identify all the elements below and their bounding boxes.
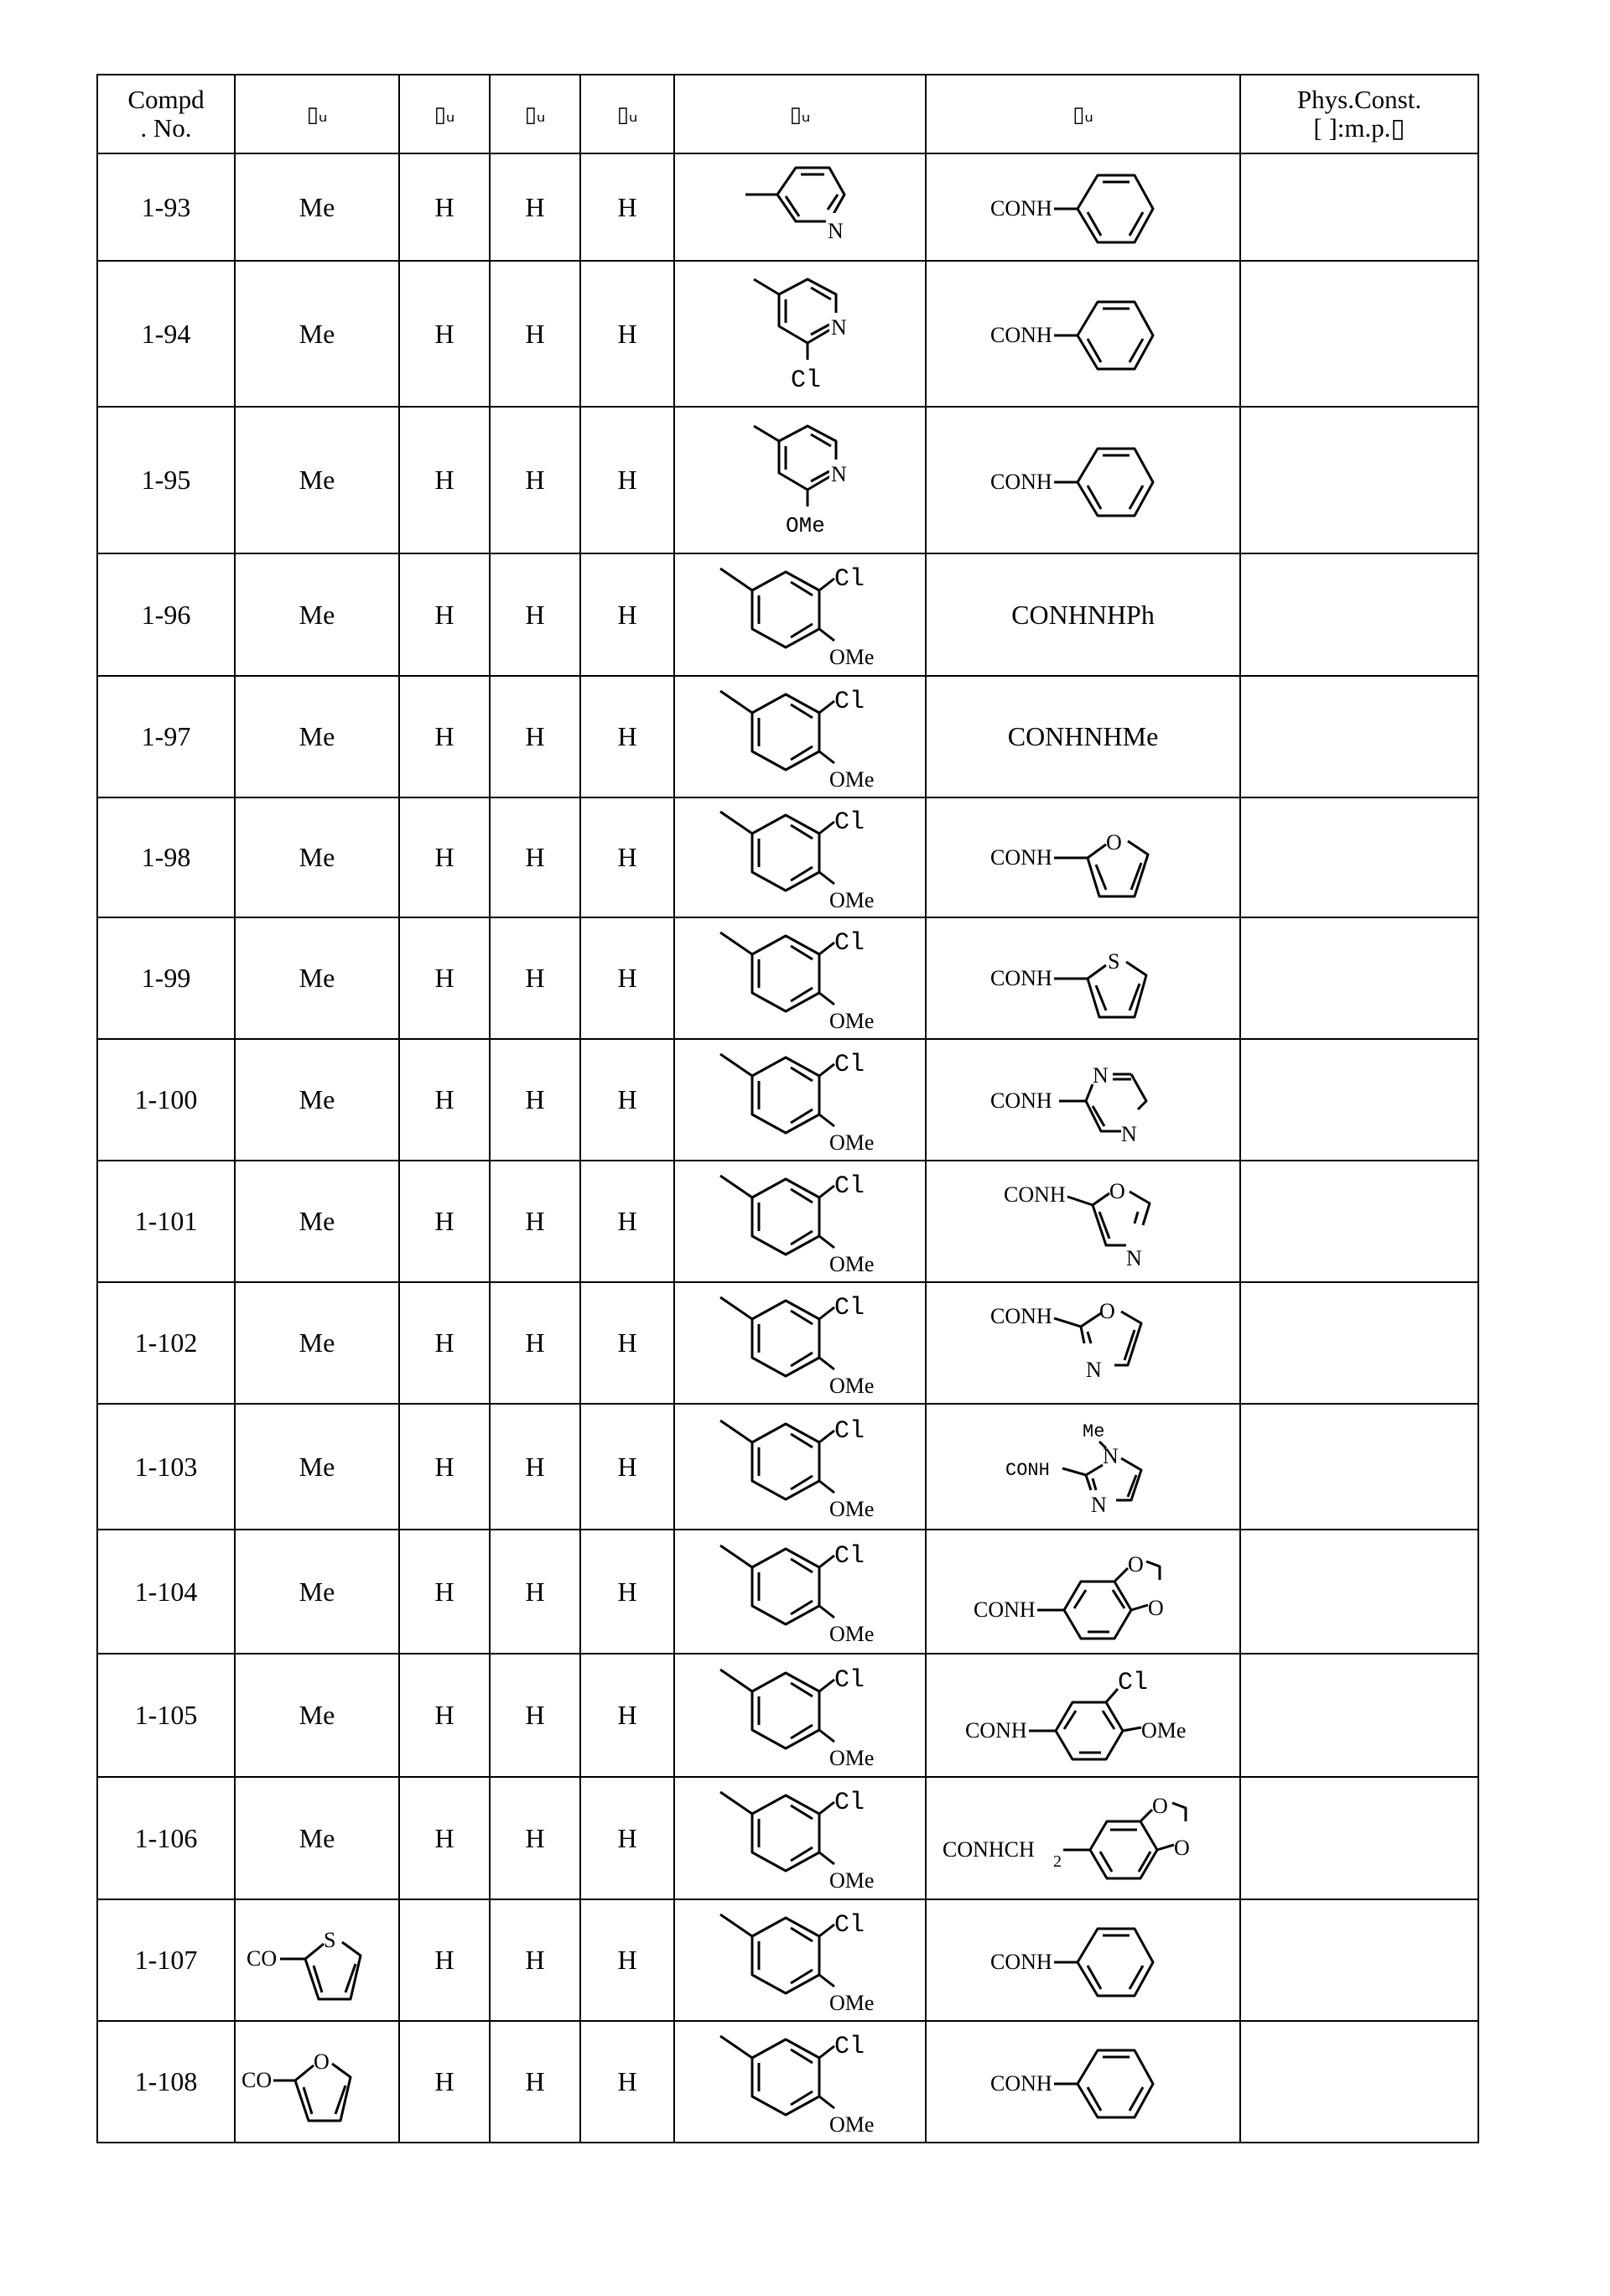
r3-cell: H xyxy=(490,1899,580,2021)
r3-cell: H xyxy=(490,1282,580,1404)
r4-cell: H xyxy=(580,1777,674,1899)
structure-atom-label: OMe xyxy=(829,1622,875,1646)
structure-atom-label: OMe xyxy=(829,1251,875,1276)
structure-atom-label: OMe xyxy=(829,1868,875,1893)
structure-atom-label: S xyxy=(1107,948,1119,974)
r5-structure-cell xyxy=(674,2021,926,2143)
r5-structure-cell xyxy=(674,407,926,553)
structure-conh-phenyl-icon xyxy=(987,165,1180,249)
r3-cell: H xyxy=(490,1654,580,1777)
r3-cell: H xyxy=(490,1404,580,1530)
compound-number: 1-106 xyxy=(97,1777,235,1899)
structure-atom-label: Cl xyxy=(834,2032,865,2061)
structure-atom-label: OMe xyxy=(829,1373,875,1398)
structure-atom-label: Cl xyxy=(834,565,865,594)
structure-atom-label: OMe xyxy=(829,1497,875,1521)
r1-cell: Me xyxy=(235,676,399,797)
structure-atom-label: CONH xyxy=(964,1717,1027,1743)
r2-cell: H xyxy=(399,1530,490,1654)
phys-const-cell xyxy=(1240,1161,1478,1282)
r3-cell: H xyxy=(490,1039,580,1161)
r5-structure-cell xyxy=(674,1282,926,1404)
table-row xyxy=(97,1161,1478,1282)
r6-cell xyxy=(926,917,1240,1039)
structure-atom-label: O xyxy=(1127,1552,1144,1577)
r5-structure-cell xyxy=(674,1899,926,2021)
r3-cell: H xyxy=(490,261,580,407)
r2-cell: H xyxy=(399,917,490,1039)
r1-cell xyxy=(235,1899,399,2021)
r6-cell: CONHNHMe xyxy=(926,676,1240,797)
r1-cell: Me xyxy=(235,917,399,1039)
structure-atom-label: Cl xyxy=(834,1789,865,1817)
table-row xyxy=(97,1530,1478,1654)
structure-atom-label: OMe xyxy=(829,887,875,912)
r2-cell: H xyxy=(399,1404,490,1530)
phys-const-cell xyxy=(1240,797,1478,917)
r5-structure-cell xyxy=(674,153,926,261)
phys-const-cell xyxy=(1240,2021,1478,2143)
r3-cell: H xyxy=(490,676,580,797)
r3-cell: H xyxy=(490,553,580,676)
compound-number: 1-104 xyxy=(97,1530,235,1654)
structure-atom-label: Cl xyxy=(834,1050,865,1079)
structure-atom-label: O xyxy=(1098,1298,1115,1323)
table-row xyxy=(97,1039,1478,1161)
r3-cell: H xyxy=(490,797,580,917)
r2-cell: H xyxy=(399,1899,490,2021)
structure-3-chloro-4-methoxyphenyl-icon xyxy=(704,1046,896,1155)
structure-atom-label: N xyxy=(1085,1357,1102,1382)
r6-cell xyxy=(926,1777,1240,1899)
r1-cell: Me xyxy=(235,797,399,917)
structure-atom-label: N xyxy=(1120,1121,1137,1146)
r3-cell: H xyxy=(490,2021,580,2143)
r2-cell: H xyxy=(399,1654,490,1777)
phys-const-cell xyxy=(1240,261,1478,407)
r2-cell: H xyxy=(399,2021,490,2143)
phys-const-cell xyxy=(1240,1654,1478,1777)
r6-cell xyxy=(926,1899,1240,2021)
table-row xyxy=(97,1899,1478,2021)
structure-atom-label: CONH xyxy=(989,1088,1052,1113)
r5-structure-cell xyxy=(674,1777,926,1899)
r6-cell xyxy=(926,407,1240,553)
header-r6: ▯ᵤ xyxy=(926,75,1240,153)
structure-conh-3-chloro-4-methoxyphenyl-icon xyxy=(962,1665,1205,1766)
r5-structure-cell xyxy=(674,1039,926,1161)
r1-cell: Me xyxy=(235,1161,399,1282)
header-r1: ▯ᵤ xyxy=(235,75,399,153)
structure-furoyl-icon xyxy=(242,2040,392,2124)
structure-atom-label: Cl xyxy=(834,808,865,837)
phys-const-cell xyxy=(1240,1530,1478,1654)
structure-atom-label: OMe xyxy=(829,645,875,669)
r4-cell: H xyxy=(580,407,674,553)
r2-cell: H xyxy=(399,1282,490,1404)
compound-number: 1-98 xyxy=(97,797,235,917)
structure-atom-label: N xyxy=(828,219,844,243)
structure-3-chloro-4-methoxyphenyl-icon xyxy=(704,683,896,792)
r6-cell xyxy=(926,1161,1240,1282)
structure-3-chloro-4-methoxyphenyl-icon xyxy=(704,1661,896,1770)
structure-atom-label: N xyxy=(1090,1493,1107,1517)
structure-atom-label: O xyxy=(1109,1178,1125,1203)
r1-cell: Me xyxy=(235,1282,399,1404)
structure-atom-label: N xyxy=(831,461,847,486)
structure-conh-oxazol-5-yl-icon xyxy=(987,1171,1180,1272)
structure-3-chloro-4-methoxyphenyl-icon xyxy=(704,803,896,912)
r4-cell: H xyxy=(580,1404,674,1530)
phys-const-cell xyxy=(1240,1282,1478,1404)
r6-cell xyxy=(926,1039,1240,1161)
table-row xyxy=(97,917,1478,1039)
r4-cell: H xyxy=(580,676,674,797)
structure-atom-label: Cl xyxy=(834,1665,865,1695)
structure-atom-label: OMe xyxy=(829,766,875,792)
r3-cell: H xyxy=(490,407,580,553)
header-r3: ▯ᵤ xyxy=(490,75,580,153)
structure-conh-phenyl-icon xyxy=(987,1919,1180,2003)
structure-atom-label: CONH xyxy=(989,196,1052,221)
structure-3-chloro-4-methoxyphenyl-icon xyxy=(704,1906,896,2015)
r6-cell xyxy=(926,1282,1240,1404)
r5-structure-cell xyxy=(674,553,926,676)
structure-conh-phenyl-icon xyxy=(987,292,1180,376)
structure-atom-label: S xyxy=(324,1927,336,1952)
structure-atom-label: Cl xyxy=(791,366,822,395)
structure-atom-label: Me xyxy=(1082,1421,1104,1442)
r3-cell: H xyxy=(490,917,580,1039)
structure-conh-pyrazin-2-yl-icon xyxy=(987,1054,1180,1146)
compound-number: 1-101 xyxy=(97,1161,235,1282)
structure-atom-label: N xyxy=(1092,1062,1109,1088)
structure-atom-label: N xyxy=(831,315,847,340)
header-compd-no: Compd . No. xyxy=(97,75,235,153)
r6-cell xyxy=(926,1654,1240,1777)
phys-const-cell xyxy=(1240,1039,1478,1161)
table-row xyxy=(97,1777,1478,1899)
r5-structure-cell xyxy=(674,797,926,917)
structure-3-chloro-4-methoxyphenyl-icon xyxy=(704,1784,896,1893)
structure-atom-label: Cl xyxy=(834,1293,865,1322)
phys-const-cell xyxy=(1240,1777,1478,1899)
r1-cell: Me xyxy=(235,553,399,676)
r5-structure-cell xyxy=(674,1530,926,1654)
structure-atom-label: CONH xyxy=(973,1597,1036,1622)
structure-conh-furan-2-yl-icon xyxy=(987,816,1180,900)
structure-3-chloro-4-methoxyphenyl-icon xyxy=(704,1167,896,1276)
r4-cell: H xyxy=(580,1654,674,1777)
structure-atom-label: CONH xyxy=(989,2070,1052,2096)
phys-const-cell xyxy=(1240,153,1478,261)
structure-conh-1-methylimidazol-2-yl-icon xyxy=(987,1416,1180,1517)
r2-cell: H xyxy=(399,1039,490,1161)
structure-atom-label: OMe xyxy=(829,1008,875,1033)
structure-atom-label: O xyxy=(314,2049,330,2074)
r1-cell: Me xyxy=(235,261,399,407)
r2-cell: H xyxy=(399,407,490,553)
r3-cell: H xyxy=(490,1777,580,1899)
r4-cell: H xyxy=(580,797,674,917)
r4-cell: H xyxy=(580,1282,674,1404)
structure-3-chloro-4-methoxyphenyl-icon xyxy=(704,560,896,669)
r5-structure-cell xyxy=(674,1161,926,1282)
r1-cell: Me xyxy=(235,1039,399,1161)
r4-cell: H xyxy=(580,553,674,676)
structure-thienoyl-icon xyxy=(242,1919,392,2003)
r4-cell: H xyxy=(580,2021,674,2143)
structure-2-methoxypyridin-4-yl-icon xyxy=(737,418,863,543)
structure-conh-phenyl-icon xyxy=(987,2040,1180,2124)
table-row xyxy=(97,153,1478,261)
r4-cell: H xyxy=(580,1899,674,2021)
structure-atom-label: CONH xyxy=(989,1303,1052,1328)
structure-atom-label: CONH xyxy=(1003,1182,1066,1207)
compound-number: 1-99 xyxy=(97,917,235,1039)
r1-cell: Me xyxy=(235,1530,399,1654)
compound-table xyxy=(96,74,1479,2143)
r6-cell xyxy=(926,1404,1240,1530)
structure-conhch2-1-3-benzodioxol-5-yl-icon xyxy=(941,1788,1226,1888)
r6-cell xyxy=(926,153,1240,261)
structure-3-chloro-4-methoxyphenyl-icon xyxy=(704,1289,896,1398)
compound-number: 1-108 xyxy=(97,2021,235,2143)
r6-cell xyxy=(926,1530,1240,1654)
table-row xyxy=(97,676,1478,797)
phys-const-cell xyxy=(1240,553,1478,676)
structure-atom-label: CONH xyxy=(1005,1460,1050,1481)
table-row xyxy=(97,797,1478,917)
r6-cell xyxy=(926,261,1240,407)
structure-atom-label: CONH xyxy=(989,469,1052,494)
compound-number: 1-93 xyxy=(97,153,235,261)
structure-atom-label: Cl xyxy=(834,1910,865,1940)
table-row xyxy=(97,553,1478,676)
r5-structure-cell xyxy=(674,917,926,1039)
compound-number: 1-94 xyxy=(97,261,235,407)
compound-number: 1-107 xyxy=(97,1899,235,2021)
table-row xyxy=(97,1404,1478,1530)
r1-cell: Me xyxy=(235,153,399,261)
r2-cell: H xyxy=(399,553,490,676)
phys-const-cell xyxy=(1240,917,1478,1039)
structure-conh-phenyl-icon xyxy=(987,439,1180,522)
structure-atom-label: CO xyxy=(247,1945,278,1971)
r6-cell xyxy=(926,2021,1240,2143)
r2-cell: H xyxy=(399,261,490,407)
r4-cell: H xyxy=(580,1161,674,1282)
r4-cell: H xyxy=(580,917,674,1039)
structure-3-chloro-4-methoxyphenyl-icon xyxy=(704,924,896,1033)
structure-conh-1-3-benzodioxol-5-yl-icon xyxy=(970,1541,1197,1642)
phys-const-cell xyxy=(1240,407,1478,553)
r3-cell: H xyxy=(490,1530,580,1654)
structure-3-chloro-4-methoxyphenyl-icon xyxy=(704,1537,896,1646)
structure-atom-label: CONH xyxy=(989,965,1052,990)
phys-const-cell xyxy=(1240,676,1478,797)
compound-number: 1-102 xyxy=(97,1282,235,1404)
structure-atom-label: Cl xyxy=(1117,1668,1148,1697)
structure-pyridin-3-yl-icon xyxy=(737,161,863,253)
r2-cell: H xyxy=(399,153,490,261)
r4-cell: H xyxy=(580,261,674,407)
table-row xyxy=(97,407,1478,553)
structure-atom-label: O xyxy=(1173,1836,1190,1860)
r5-structure-cell xyxy=(674,1654,926,1777)
structure-atom-label: Cl xyxy=(834,1417,865,1446)
structure-atom-label: N xyxy=(1125,1245,1142,1270)
r2-cell: H xyxy=(399,797,490,917)
table-row xyxy=(97,1282,1478,1404)
header-phys-const: Phys.Const. [ ]:m.p.▯ xyxy=(1240,75,1478,153)
compound-number: 1-100 xyxy=(97,1039,235,1161)
structure-atom-label: CONH xyxy=(989,323,1052,347)
compound-number: 1-95 xyxy=(97,407,235,553)
structure-3-chloro-4-methoxyphenyl-icon xyxy=(704,2028,896,2137)
r1-cell: Me xyxy=(235,1404,399,1530)
table-row xyxy=(97,1654,1478,1777)
r1-cell: Me xyxy=(235,407,399,553)
structure-atom-label: Cl xyxy=(834,687,865,716)
structure-atom-label: CONH xyxy=(989,844,1052,870)
structure-atom-label: O xyxy=(1105,829,1122,855)
compound-number: 1-96 xyxy=(97,553,235,676)
structure-atom-label: Cl xyxy=(834,1171,865,1201)
structure-atom-label: OMe xyxy=(1140,1717,1186,1743)
structure-atom-label: 2 xyxy=(1052,1852,1062,1871)
r1-cell xyxy=(235,2021,399,2143)
structure-atom-label: OMe xyxy=(786,512,825,538)
structure-atom-label: OMe xyxy=(829,1990,875,2015)
structure-atom-label: Cl xyxy=(834,928,865,958)
r4-cell: H xyxy=(580,1530,674,1654)
r2-cell: H xyxy=(399,1777,490,1899)
r5-structure-cell xyxy=(674,676,926,797)
compound-number: 1-105 xyxy=(97,1654,235,1777)
table-row xyxy=(97,2021,1478,2143)
header-r2: ▯ᵤ xyxy=(399,75,490,153)
r1-cell: Me xyxy=(235,1777,399,1899)
header-row xyxy=(97,75,1478,153)
r3-cell: H xyxy=(490,1161,580,1282)
structure-atom-label: OMe xyxy=(829,2112,875,2137)
header-r4: ▯ᵤ xyxy=(580,75,674,153)
table-row xyxy=(97,261,1478,407)
structure-atom-label: CONH xyxy=(989,1949,1052,1974)
r6-cell: CONHNHPh xyxy=(926,553,1240,676)
compound-number: 1-103 xyxy=(97,1404,235,1530)
r6-cell xyxy=(926,797,1240,917)
structure-atom-label: O xyxy=(1151,1794,1168,1818)
structure-atom-label: N xyxy=(1102,1444,1119,1468)
structure-conh-oxazol-2-yl-icon xyxy=(987,1293,1180,1394)
r4-cell: H xyxy=(580,153,674,261)
structure-atom-label: CONHCH xyxy=(942,1837,1035,1862)
r5-structure-cell xyxy=(674,261,926,407)
structure-atom-label: Cl xyxy=(834,1542,865,1571)
structure-atom-label: OMe xyxy=(829,1745,875,1770)
r2-cell: H xyxy=(399,676,490,797)
r2-cell: H xyxy=(399,1161,490,1282)
structure-2-chloropyridin-4-yl-icon xyxy=(737,271,863,397)
structure-atom-label: O xyxy=(1147,1596,1164,1620)
structure-atom-label: OMe xyxy=(829,1130,875,1155)
phys-const-cell xyxy=(1240,1404,1478,1530)
r4-cell: H xyxy=(580,1039,674,1161)
structure-conh-thiophen-2-yl-icon xyxy=(987,937,1180,1021)
r5-structure-cell xyxy=(674,1404,926,1530)
r1-cell: Me xyxy=(235,1654,399,1777)
compound-number: 1-97 xyxy=(97,676,235,797)
header-r5: ▯ᵤ xyxy=(674,75,926,153)
structure-atom-label: CO xyxy=(242,2067,273,2092)
phys-const-cell xyxy=(1240,1899,1478,2021)
structure-3-chloro-4-methoxyphenyl-icon xyxy=(704,1412,896,1521)
r3-cell: H xyxy=(490,153,580,261)
